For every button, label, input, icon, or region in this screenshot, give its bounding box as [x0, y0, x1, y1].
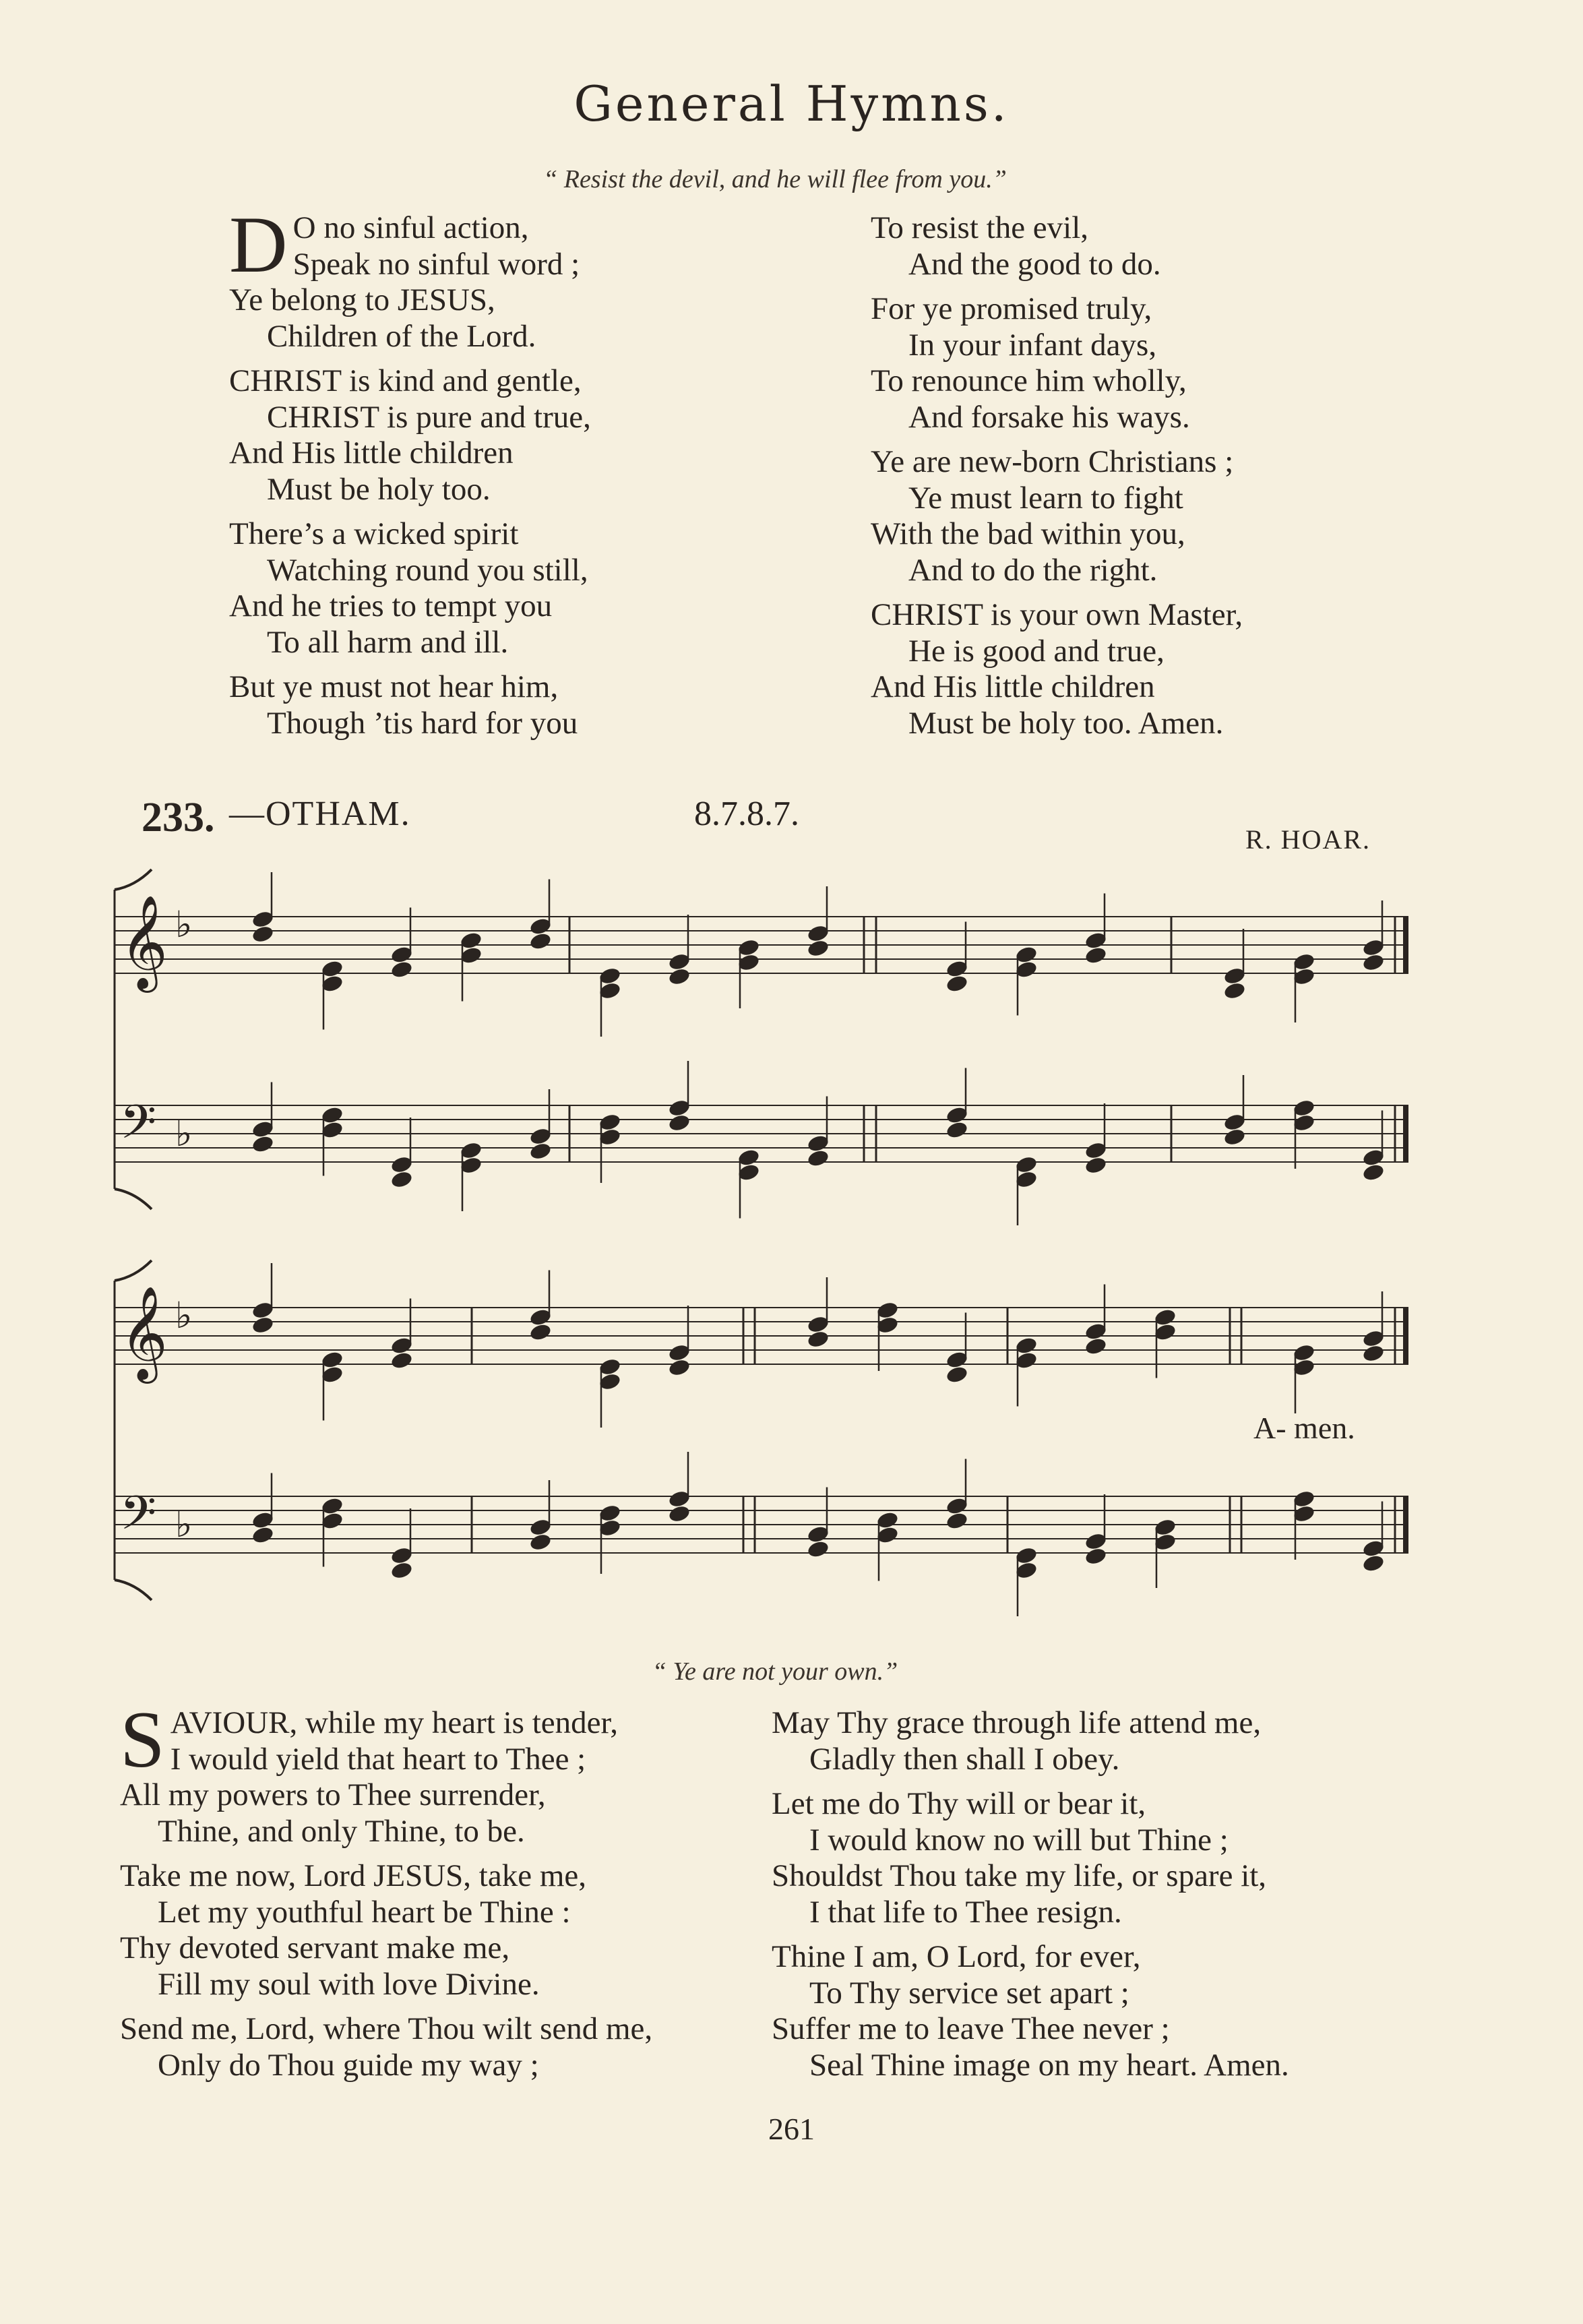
verse-line: Thine I am, O Lord, for ever, [772, 1939, 1141, 1974]
hymn1-column-left [229, 200, 836, 741]
verse-line: For ye promised truly, [871, 291, 1152, 326]
verse-line: And His little children [229, 435, 514, 470]
note-head [667, 967, 691, 986]
verse-line: In your infant days, [908, 327, 1157, 363]
hymn2-epigraph: “ Ye are not your own.” [652, 1657, 898, 1686]
verse-line: Ye belong to JESUS, [229, 282, 495, 317]
verse-line: Send me, Lord, where Thou wilt send me, [120, 2011, 653, 2046]
note-head [1084, 946, 1107, 965]
note-head [806, 1149, 830, 1168]
verse-line: He is good and true, [908, 633, 1165, 669]
verse-line: And to do the right. [908, 552, 1158, 588]
note-head [945, 1511, 968, 1531]
verse-line: But ye must not hear him, [229, 669, 559, 704]
verse-line: Children of the Lord. [267, 318, 536, 354]
verse-line: I that life to Thee resign. [809, 1894, 1122, 1930]
note-head [1361, 1343, 1385, 1363]
stanza-gap [772, 1777, 1547, 1786]
verse-line: And His little children [871, 669, 1155, 704]
bracket-hook [115, 869, 152, 890]
flat-icon: ♭ [175, 1503, 193, 1546]
note-head [251, 1315, 274, 1335]
note-head [390, 1169, 413, 1189]
verse-line: CHRIST is your own Master, [871, 597, 1243, 632]
note-head [1222, 1127, 1246, 1146]
hymn2-column-left [120, 1694, 767, 2083]
note-head [806, 938, 830, 958]
hymn2-drop-cap: S [120, 1694, 165, 1784]
final-bar-line [1403, 1105, 1408, 1162]
score-system-1 [115, 869, 1408, 1225]
note-head [390, 1560, 413, 1580]
note-head [251, 1134, 274, 1154]
note-head [528, 1532, 552, 1552]
hymn1-col1-lines [229, 200, 836, 741]
note-head [667, 1113, 691, 1132]
note-head [1222, 981, 1246, 1000]
bracket-hook [115, 1580, 152, 1600]
verse-line: Thy devoted servant make me, [120, 1930, 510, 1965]
verse-line: Gladly then shall I obey. [809, 1741, 1120, 1777]
note-head [667, 1357, 691, 1377]
note-head [945, 974, 968, 993]
verse-line: Suffer me to leave Thee never ; [772, 2011, 1170, 2046]
treble-clef-icon: 𝄞 [120, 1286, 168, 1380]
note-head [945, 1120, 968, 1140]
verse-line: AVIOUR, while my heart is tender, [170, 1705, 619, 1740]
stanza-gap [871, 588, 1545, 597]
note-head [1084, 1546, 1107, 1566]
verse-line: CHRIST is kind and gentle, [229, 363, 582, 398]
stanza-gap [120, 1849, 767, 1858]
note-head [1361, 1554, 1385, 1573]
verse-line: There’s a wicked spirit [229, 516, 519, 551]
verse-line: To resist the evil, [871, 210, 1089, 245]
hymn1-col2-lines [871, 210, 1545, 741]
verse-line: Thine, and only Thine, to be. [158, 1813, 525, 1849]
verse-line: CHRIST is pure and true, [267, 399, 591, 435]
note-head [528, 1141, 552, 1161]
tune-meter: 8.7.8.7. [694, 795, 799, 833]
verse-line: Let my youthful heart be Thine : [158, 1894, 571, 1930]
note-head [667, 1504, 691, 1523]
verse-line: Ye are new-born Christians ; [871, 444, 1234, 479]
verse-line: I would know no will but Thine ; [809, 1822, 1229, 1858]
note-head [1084, 1155, 1107, 1175]
verse-line: To all harm and ill. [267, 624, 509, 660]
verse-line: Let me do Thy will or bear it, [772, 1786, 1146, 1821]
note-head [528, 931, 552, 951]
bass-clef-icon: 𝄢 [120, 1095, 157, 1161]
stanza-gap [120, 2002, 767, 2011]
page-number: 261 [768, 2112, 815, 2146]
tune-name: —OTHAM. [229, 795, 411, 833]
verse-line: And he tries to tempt you [229, 588, 553, 623]
verse-line: Must be holy too. Amen. [908, 705, 1224, 741]
verse-line: O no sinful action, [292, 210, 529, 245]
flat-icon: ♭ [175, 903, 193, 946]
note-head [1361, 1163, 1385, 1182]
verse-line: Shouldst Thou take my life, or spare it, [772, 1858, 1267, 1893]
final-bar-line [1403, 917, 1408, 973]
stanza-gap [772, 1930, 1547, 1939]
verse-line: Speak no sinful word ; [292, 246, 580, 282]
final-bar-line [1403, 1496, 1408, 1553]
verse-line: Watching round you still, [267, 552, 588, 588]
hymn1-epigraph: “ Resist the devil, and he will flee from you.” [543, 165, 1007, 193]
verse-line: And the good to do. [908, 246, 1161, 282]
verse-line: Ye must learn to fight [908, 480, 1183, 516]
bass-clef-icon: 𝄢 [120, 1486, 157, 1552]
music-score [0, 863, 1583, 1624]
bracket-hook [115, 1189, 152, 1209]
hymn1-drop-cap: D [229, 200, 288, 289]
verse-line: May Thy grace through life attend me, [772, 1705, 1262, 1740]
verse-line: Only do Thou guide my way ; [158, 2047, 539, 2083]
tune-number: 233. [142, 795, 215, 840]
page-header-title: General Hymns. [573, 75, 1010, 132]
note-head [1084, 1337, 1107, 1356]
final-bar-line [1403, 1308, 1408, 1364]
hymn1-column-right [871, 210, 1545, 741]
hymn2-col2-lines [772, 1705, 1547, 2083]
bracket-hook [115, 1260, 152, 1281]
flat-icon: ♭ [175, 1112, 193, 1155]
verse-line: Take me now, Lord JESUS, take me, [120, 1858, 586, 1893]
note-head [251, 924, 274, 944]
verse-line: Though ’tis hard for you [267, 705, 578, 741]
score-system-2 [115, 1260, 1408, 1616]
note-head [528, 1322, 552, 1342]
hymn2-column-right [772, 1705, 1547, 2083]
note-head [390, 1351, 413, 1370]
stanza-gap [871, 435, 1545, 444]
verse-line: Must be holy too. [267, 471, 491, 507]
tune-composer: R. HOAR. [1245, 824, 1371, 855]
hymn2-col1-lines [120, 1694, 767, 2083]
verse-line: To Thy service set apart ; [809, 1975, 1129, 2011]
note-head [1361, 952, 1385, 972]
verse-line: And forsake his ways. [908, 399, 1190, 435]
treble-clef-icon: 𝄞 [120, 895, 168, 989]
note-head [945, 1365, 968, 1384]
amen-lyric: A- men. [1253, 1411, 1355, 1445]
stanza-gap [229, 355, 836, 363]
note-head [390, 960, 413, 979]
stanza-gap [229, 508, 836, 516]
flat-icon: ♭ [175, 1294, 193, 1337]
note-head [251, 1525, 274, 1545]
verse-line: Seal Thine image on my heart. Amen. [809, 2047, 1289, 2083]
verse-line: To renounce him wholly, [871, 363, 1187, 398]
stanza-gap [229, 661, 836, 669]
stanza-gap [871, 282, 1545, 291]
verse-line: Fill my soul with love Divine. [158, 1966, 540, 2002]
note-head [806, 1539, 830, 1559]
note-head [806, 1329, 830, 1349]
verse-line: I would yield that heart to Thee ; [170, 1741, 586, 1777]
verse-line: All my powers to Thee surrender, [120, 1777, 546, 1812]
verse-line: With the bad within you, [871, 516, 1185, 551]
